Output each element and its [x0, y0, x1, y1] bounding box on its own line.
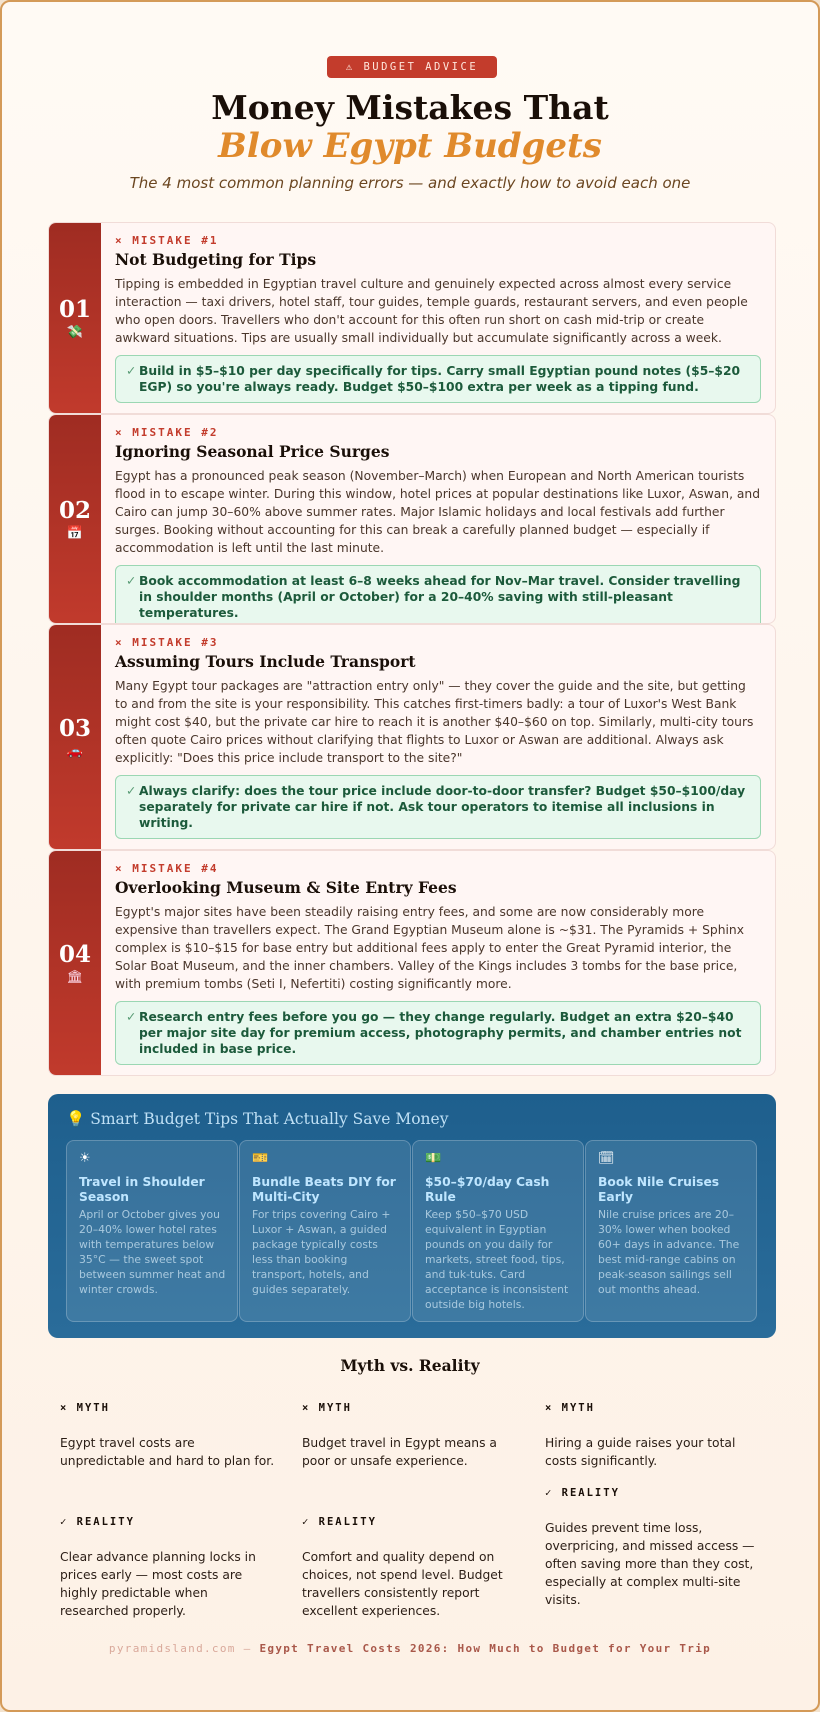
tip-card-title: $50–$70/day Cash Rule — [425, 1175, 550, 1204]
myth-text: Hiring a guide raises your total costs significantly. — [545, 1436, 736, 1468]
mistake-number-panel — [49, 415, 101, 623]
mistake-body: Egypt's major sites have been steadily raising entry fees, and some are now considerably more expensive than travellers expect. The Grand Egyptian Museum alone is ~$31. The Pyramids + Sphinx complex is $10–$15 for base entry but additional fees apply to enter the Great Pyramid interior, the Solar Boat Museum, and the inner chambers. Valley of the Kings includes 3 tombs for the base price, with premium tombs (Seti I, Nefertiti) costing significantly more. — [115, 905, 744, 991]
mistake-number: 04 — [58, 940, 91, 968]
tip-card-text: Nile cruise prices are 20–30% lower when booked 60+ days in advance. The best mid-range cabins on peak-season sailings sell out months ahead. — [598, 1208, 740, 1296]
myth-reality-heading: Myth vs. Reality — [340, 1356, 480, 1375]
mistake-title: Assuming Tours Include Transport — [115, 652, 416, 671]
mistake-number-panel — [49, 223, 101, 413]
museum-icon: 🏛 — [66, 969, 84, 985]
check-icon: ✓ — [126, 1010, 137, 1024]
money-icon: 💸 — [66, 324, 84, 340]
myth-block-1 — [60, 1400, 280, 1470]
calendar-icon: 📅 — [66, 525, 84, 541]
smart-tips-heading: 💡 Smart Budget Tips That Actually Save Money — [66, 1110, 449, 1128]
mistake-number-panel — [49, 851, 101, 1075]
cash-icon: 💵 — [425, 1151, 442, 1166]
mistake-number: 03 — [58, 714, 91, 742]
mistake-label: × MISTAKE #2 — [115, 426, 219, 439]
mistake-fix-box — [115, 775, 761, 839]
footer — [2, 1642, 818, 1655]
mistake-fix-text: Always clarify: does the tour price include door-to-door transfer? Budget $50–$100/day separately for private car hire if not. Ask tour operators to itemise all inclusions in writing. — [139, 784, 746, 830]
myth-block-3 — [545, 1400, 765, 1470]
page-title-line1: Money Mistakes That — [211, 88, 609, 127]
mistake-title: Not Budgeting for Tips — [115, 250, 317, 269]
check-icon: ✓ — [126, 364, 137, 378]
mistake-fix-text: Book accommodation at least 6–8 weeks ahead for Nov–Mar travel. Consider travelling in shoulder months (April or October) for a 20–40% saving with still-pleasant temperatures. — [139, 574, 741, 620]
myth-tag: × MYTH — [545, 1402, 595, 1414]
tip-card-text: Keep $50–$70 USD equivalent in Egyptian pounds on you daily for markets, street food, tips, and tuk-tuks. Card acceptance is inconsistent outside big hotels. — [425, 1208, 569, 1311]
reality-text: Guides prevent time loss, overpricing, and missed access — often saving more than they cost, especially at complex multi-site visits. — [545, 1521, 755, 1607]
footer-separator: — — [235, 1642, 260, 1655]
reality-text: Comfort and quality depend on choices, not spend level. Budget travellers consistently report excellent experiences. — [302, 1550, 503, 1618]
reality-tag: ✓ REALITY — [60, 1516, 135, 1528]
mistake-fix-text: Build in $5–$10 per day specifically for tips. Carry small Egyptian pound notes ($5–$20 EGP) so you're always ready. Budget $50–$100 extra per week as a tipping fund. — [139, 364, 741, 394]
mistake-title: Overlooking Museum & Site Entry Fees — [115, 878, 457, 897]
mistake-label: × MISTAKE #3 — [115, 636, 219, 649]
tip-card-cash-rule — [412, 1140, 584, 1322]
tip-card-title: Travel in Shoulder Season — [79, 1175, 205, 1204]
myth-tag: × MYTH — [302, 1402, 352, 1414]
mistake-body: Egypt has a pronounced peak season (November–March) when European and North American tourists flood in to escape winter. During this window, hotel prices at popular destinations like Luxor, Aswan, and Cairo can jump 30–60% above summer rates. Major Islamic holidays and local festivals add further surges. Booking without accounting for this can break a carefully planned budget — especially if accommodation is left until the last minute. — [115, 469, 761, 555]
mistake-fix-box — [115, 565, 761, 624]
myth-text: Budget travel in Egypt means a poor or unsafe experience. — [302, 1436, 497, 1468]
mistake-number-panel — [49, 625, 101, 849]
reality-text: Clear advance planning locks in prices early — most costs are highly predictable when researched properly. — [60, 1550, 256, 1618]
tip-card-shoulder-season — [66, 1140, 238, 1322]
mistake-number: 01 — [58, 295, 91, 323]
reality-tag: ✓ REALITY — [302, 1516, 377, 1528]
mistake-card-3 — [48, 624, 776, 850]
reality-tag: ✓ REALITY — [545, 1487, 620, 1499]
ticket-icon: 🎫 — [252, 1151, 269, 1166]
myth-text: Egypt travel costs are unpredictable and hard to plan for. — [60, 1436, 275, 1468]
footer-site-link[interactable]: pyramidsland.com — [108, 1642, 236, 1655]
mistake-label: × MISTAKE #4 — [115, 862, 219, 875]
page-title-line2: Blow Egypt Budgets — [218, 126, 602, 166]
mistake-body: Tipping is embedded in Egyptian travel culture and genuinely expected across almost every service interaction — taxi drivers, hotel staff, tour guides, temple guards, restaurant servers, and even people who open doors. Travellers who don't account for this often run short on cash mid-trip or create awkward situations. Tips are usually small individually but accumulate significantly across a week. — [115, 277, 748, 345]
reality-block-1 — [60, 1514, 280, 1620]
smart-tips-panel — [48, 1094, 776, 1338]
mistake-label: × MISTAKE #1 — [115, 234, 219, 247]
sun-icon: ☀ — [79, 1151, 91, 1166]
reality-block-2 — [302, 1514, 522, 1620]
mistake-card-2 — [48, 414, 776, 624]
myth-tag: × MYTH — [60, 1402, 110, 1414]
calendar-icon: 🗓 — [598, 1151, 615, 1166]
page-subtitle: The 4 most common planning errors — and exactly how to avoid each one — [129, 174, 691, 192]
tip-card-text: For trips covering Cairo + Luxor + Aswan, a guided package typically costs less than booking transport, hotels, and guides separately. — [252, 1208, 391, 1296]
mistake-body: Many Egypt tour packages are "attraction entry only" — they cover the guide and the site, but getting to and from the site is your responsibility. This catches first-timers badly: a tour of Luxor's West Bank might cost $40, but the private car hire to reach it is another $40–$60 on top. Similarly, multi-city tours often quote Cairo prices without clarifying that flights to Luxor or Aswan are additional. Always ask explicitly: "Does this price include transport to the site?" — [115, 679, 754, 765]
mistake-fix-box — [115, 355, 761, 403]
tip-card-title: Bundle Beats DIY for Multi-City — [252, 1175, 396, 1204]
tip-card-nile-cruises — [585, 1140, 757, 1322]
tip-card-text: April or October gives you 20–40% lower hotel rates with temperatures below 35°C — the sweet spot between summer heat and winter crowds. — [79, 1208, 226, 1296]
mistake-card-4 — [48, 850, 776, 1076]
tip-card-bundle — [239, 1140, 411, 1322]
mistake-card-1 — [48, 222, 776, 414]
mistake-number: 02 — [58, 496, 91, 524]
mistake-fix-text: Research entry fees before you go — they change regularly. Budget an extra $20–$40 per major site day for premium access, photography permits, and chamber entries not included in base price. — [139, 1010, 742, 1056]
mistake-fix-box — [115, 1001, 761, 1065]
budget-advice-badge: ⚠ BUDGET ADVICE — [327, 56, 497, 78]
myth-block-2 — [302, 1400, 522, 1470]
mistake-title: Ignoring Seasonal Price Surges — [115, 442, 390, 461]
check-icon: ✓ — [126, 574, 137, 588]
car-icon: 🚗 — [66, 743, 84, 759]
footer-article-link[interactable]: Egypt Travel Costs 2026: How Much to Budget for Your Trip — [259, 1642, 712, 1655]
check-icon: ✓ — [126, 784, 137, 798]
reality-block-3 — [545, 1485, 765, 1609]
tip-card-title: Book Nile Cruises Early — [598, 1175, 720, 1204]
